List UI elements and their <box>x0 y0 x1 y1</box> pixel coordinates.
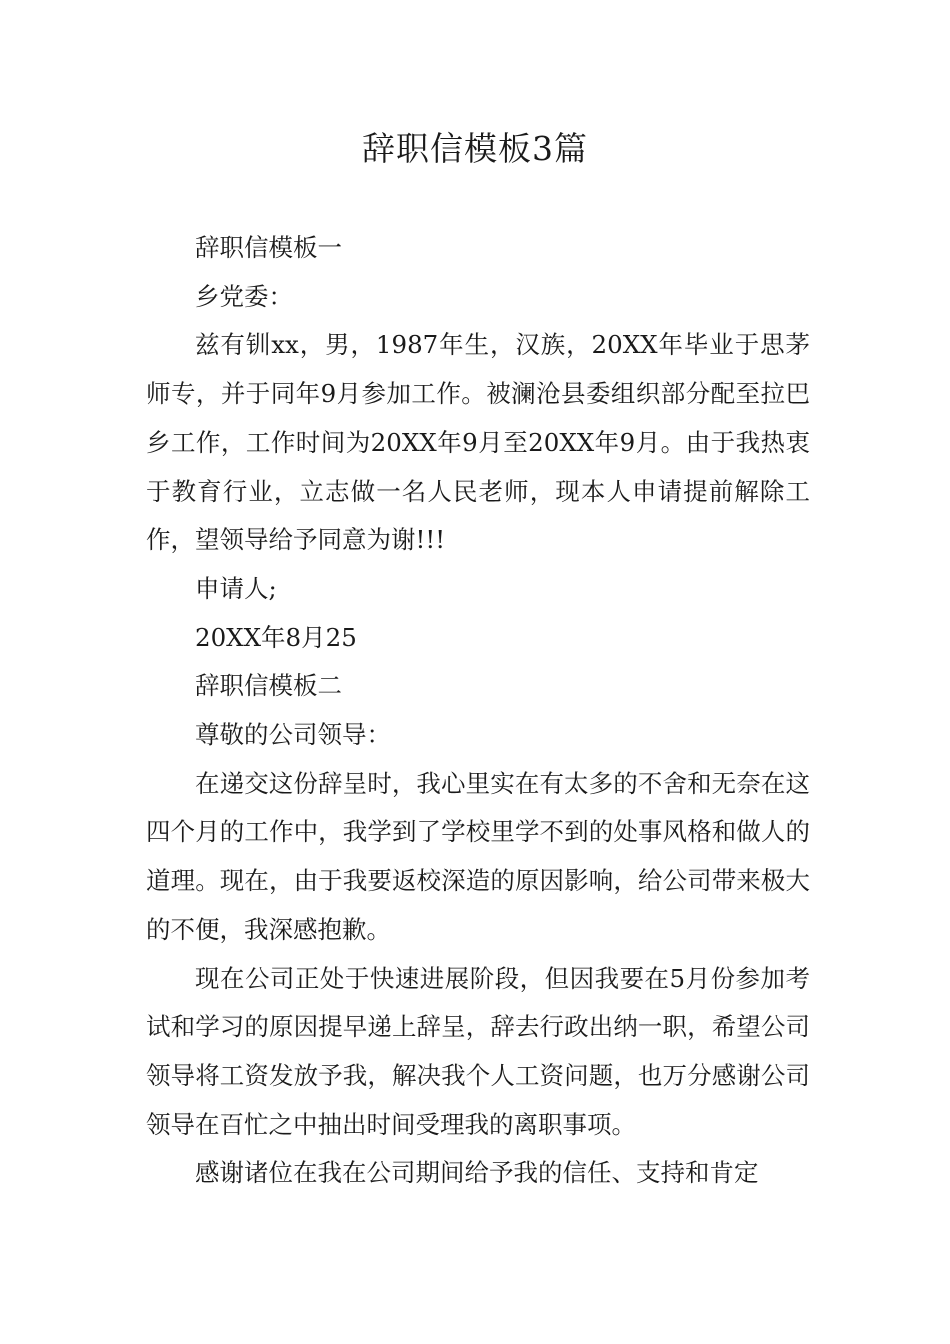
letter-paragraph: 在递交这份辞呈时，我心里实在有太多的不舍和无奈在这四个月的工作中，我学到了学校里学不到的处事风格和做人的道理。现在，由于我要返校深造的原因影响，给公司带来极大的不便，我深感抱歉。 <box>146 768 810 944</box>
document-title: 辞职信模板3篇 <box>362 129 588 168</box>
document-body <box>146 224 810 1198</box>
letter-paragraph: 兹有钏xx，男，1987年生，汉族，20XX年毕业于思茅师专，并于同年9月参加工作。被澜沧县委组织部分配至拉巴乡工作，工作时间为20XX年9月至20XX年9月。由于我热衷于教育行业，立志做一名人民老师，现本人申请提前解除工作，望领导给予同意为谢!!! <box>146 330 810 555</box>
letter-salutation: 乡党委： <box>195 281 293 311</box>
letter-date: 20XX年8月25 <box>195 622 357 652</box>
letter-salutation: 尊敬的公司领导： <box>195 720 391 750</box>
section-heading-template-two: 辞职信模板二 <box>195 671 342 701</box>
letter-paragraph: 现在公司正处于快速进展阶段，但因我要在5月份参加考试和学习的原因提早递上辞呈，辞去行政出纳一职，希望公司领导将工资发放予我，解决我个人工资问题，也万分感谢公司领导在百忙之中抽出时间受理我的离职事项。 <box>146 963 810 1139</box>
section-heading-template-one: 辞职信模板一 <box>195 233 342 262</box>
letter-paragraph: 感谢诸位在我在公司期间给予我的信任、支持和肯定 <box>195 1158 759 1188</box>
applicant-line: 申请人; <box>195 573 277 603</box>
